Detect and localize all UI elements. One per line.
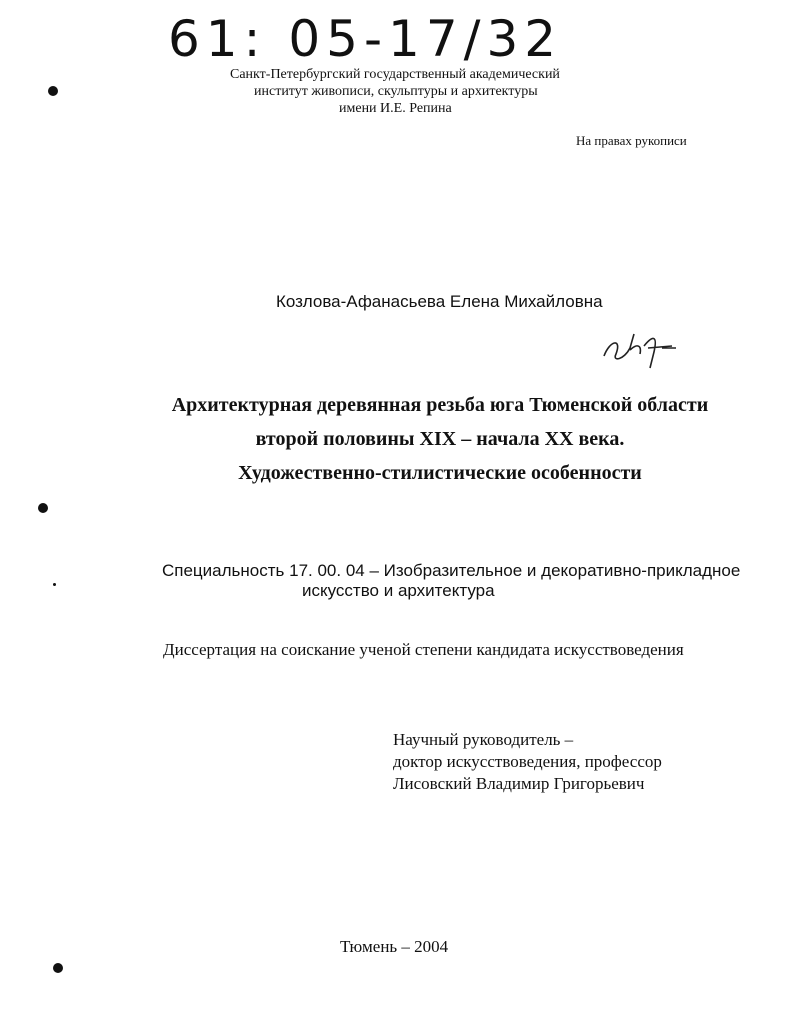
scan-mark-dot xyxy=(53,963,63,973)
institution-line-3: имени И.Е. Репина xyxy=(339,101,452,116)
specialty xyxy=(162,561,762,601)
supervisor-role: Научный руководитель – xyxy=(393,730,574,749)
specialty-line-2: искусство и архитектура xyxy=(302,581,495,600)
scan-mark-dot xyxy=(48,86,58,96)
institution-line-1: Санкт-Петербургский государственный академический xyxy=(230,67,560,82)
scan-mark-dot xyxy=(38,503,48,513)
handwritten-code-text: 61: 05-17/32 xyxy=(168,10,563,66)
scan-mark-dot xyxy=(53,583,56,586)
institution-header xyxy=(150,66,670,117)
title-line-2: второй половины XIX – начала XX века. xyxy=(255,428,625,450)
title-line-1: Архитектурная деревянная резьба юга Тюменской области xyxy=(171,394,709,416)
specialty-line-1: Специальность 17. 00. 04 – Изобразительное и декоративно-прикладное xyxy=(162,561,741,580)
supervisor-block xyxy=(393,729,662,795)
dissertation-statement: Диссертация на соискание ученой степени кандидата искусствоведения xyxy=(163,640,684,659)
manuscript-rights-note: На правах рукописи xyxy=(576,133,687,148)
title-line-3: Художественно-стилистические особенности xyxy=(238,462,642,484)
dissertation-title xyxy=(150,388,730,490)
institution-line-2: институт живописи, скульптуры и архитектуры xyxy=(254,84,538,99)
author-name: Козлова-Афанасьева Елена Михайловна xyxy=(276,292,603,311)
handwritten-signature xyxy=(600,326,680,374)
handwritten-archive-code xyxy=(168,6,568,66)
city-year: Тюмень – 2004 xyxy=(340,937,449,956)
supervisor-name: Лисовский Владимир Григорьевич xyxy=(393,774,645,793)
supervisor-degree: доктор искусствоведения, профессор xyxy=(393,752,662,771)
